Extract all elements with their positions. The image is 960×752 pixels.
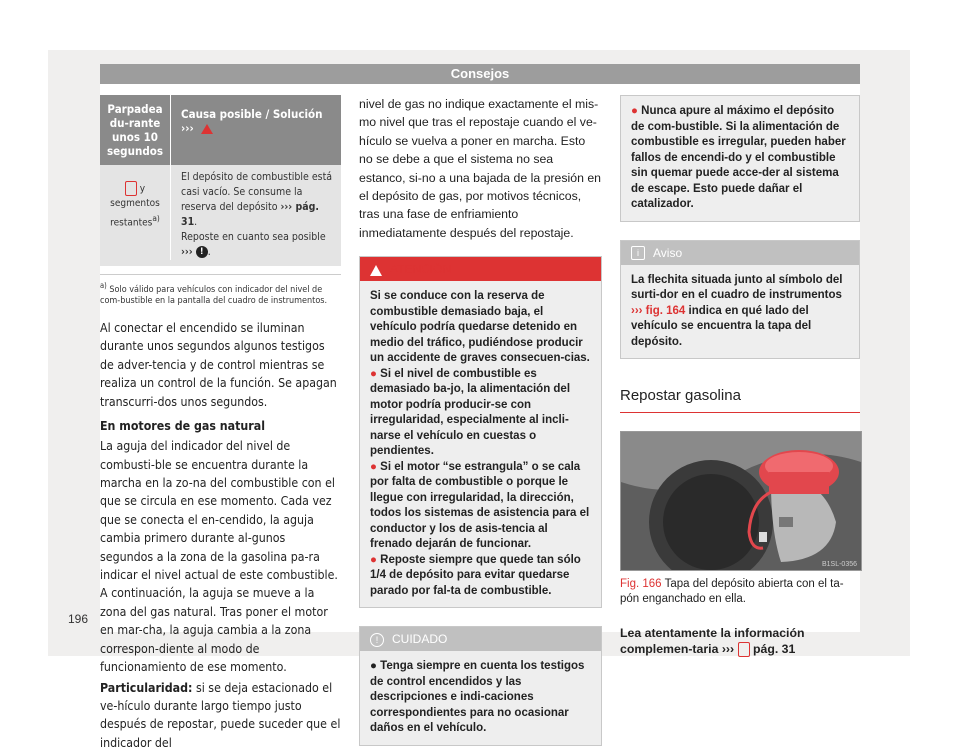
status-table xyxy=(100,95,341,266)
bullet-icon: ● xyxy=(370,553,377,566)
figure-caption-text: Tapa del depósito abierta con el ta-pón enganchado en ella. xyxy=(620,578,844,606)
footnote-marker: a) xyxy=(152,212,160,223)
paragraph-intro: Al conectar el encendido se iluminan durante unos segundos algunos testigos de adver-tencia y de control mientras se realiza un control de la función. Se apagan transcurri-dos unos segundos. xyxy=(100,321,337,409)
cuidado-bullet-1-text: Tenga siempre en cuenta los testigos de control encendidos y las descripciones e indi-caciones correspondientes para no ocasionar daños en el vehículo. xyxy=(370,660,585,735)
warning-continuation-box xyxy=(620,95,860,222)
aviso-header xyxy=(621,241,859,265)
table-header-col2 xyxy=(171,95,341,165)
atencion-bullet-3 xyxy=(370,553,591,600)
particularidad-label: Particularidad: xyxy=(100,680,193,695)
bullet-icon: ● xyxy=(631,105,638,117)
table-cell-col1-text: y segmentos restantes xyxy=(110,183,160,228)
figure-reference-link[interactable]: ››› fig. 164 xyxy=(631,304,686,317)
aviso-box xyxy=(620,240,860,360)
warning-bullet xyxy=(631,104,849,213)
table-cell-period-2: . xyxy=(207,246,211,258)
figure-number: Fig. 166 xyxy=(620,578,662,591)
lead-text: Lea atentamente la información complemen-taria xyxy=(620,626,805,657)
cuidado-body xyxy=(360,651,601,745)
warning-circle-icon: ! xyxy=(196,246,208,258)
atencion-bullet-2 xyxy=(370,460,591,553)
atencion-title: ATENCIÓN xyxy=(390,262,452,277)
page-reference-link[interactable]: ››› pág. 31 xyxy=(181,201,319,228)
atencion-box xyxy=(359,256,602,608)
table-header-col2-label: Causa posible / Solución xyxy=(181,107,323,121)
column-middle xyxy=(359,95,602,746)
bullet-icon: ● xyxy=(370,367,377,380)
footnote-sup: a) xyxy=(100,281,107,290)
table-cell-arrows: ››› xyxy=(181,246,193,258)
subheading-gas: En motores de gas natural xyxy=(100,419,266,434)
info-icon: i xyxy=(631,246,645,260)
warning-bullet-text: Nunca apure al máximo el depósito de com-bustible. Si la alimentación de combustible es irregular, pueden haber fallos de encendi-do y el combustible sin quemar puede acce-der al sistema de escape. Esto puede dañar el catalizador. xyxy=(631,105,846,210)
atencion-bullet-2-text: Si el motor “se estrangula” o se cala por falta de combustible o porque le llegue con irregularidad, la dirección, todos los sistemas de asistencia para el conductor y los de asis-tencia al frenado dejarán de funcionar. xyxy=(370,460,590,551)
section-heading: Repostar gasolina xyxy=(620,387,860,413)
caution-icon: ! xyxy=(370,633,384,647)
table-header-row xyxy=(100,95,341,165)
table-cell-col2-text2: Reposte en cuanto sea posible xyxy=(181,231,326,243)
aviso-text-2: indica en qué lado del vehículo se encuentra la tapa del depósito. xyxy=(631,304,812,348)
paragraph-gas: La aguja del indicador del nivel de combusti-ble se encuentra durante la marcha en la zo-na del combustible con el que se circula en ese momento. Cada vez que se conecta el en-cendido, la aguja cambia primero durante al-gunos segundos a la zona de la gasolina pa-ra indicar el nivel actual de este combustible. A continuación, la aguja se mueve a la zona del gas natural. Tras poner el motor en mar-cha, la aguja cambia a la zona correspon-diente al modo de funcionamiento de ese momento. xyxy=(100,439,338,675)
table-row xyxy=(100,165,341,266)
warning-icon xyxy=(370,265,382,276)
fuel-pump-icon xyxy=(125,181,137,196)
paragraph-continuation: nivel de gas no indique exactamente el mis-mo nivel que tras el repostaje cuando el ve-hículo se vuelva a poner en marcha. Esto no se debe a que el sistema no sea estanco, si-no a una bajada de la presión en el depósito de gas, por motivos técnicos, tras una fase de enfriamiento inmediatamente después del repostaje. xyxy=(359,97,602,240)
atencion-bullet-3-text: Reposte siempre que quede tan sólo 1/4 de depósito para evitar quedarse parado por fal-ta de combustible. xyxy=(370,553,581,597)
atencion-body xyxy=(360,281,601,607)
fuel-cap-illustration xyxy=(621,432,861,570)
lead-paragraph xyxy=(620,625,860,657)
atencion-header xyxy=(360,257,601,281)
aviso-text: La flechita situada junto al símbolo del surti-dor en el cuadro de instrumentos xyxy=(631,273,843,301)
table-cell-col2 xyxy=(171,165,341,260)
footnote-text: Solo válido para vehículos con indicador del nivel de com-bustible en la pantalla del cuadro de instrumentos. xyxy=(100,285,328,306)
bullet-icon: ● xyxy=(370,460,377,473)
fuel-pump-icon xyxy=(738,642,750,657)
figure-code: B1SL-0356 xyxy=(821,561,857,569)
table-cell-col2-text: El depósito de combustible está casi vacío. Se consume la reserva del depósito xyxy=(181,171,333,213)
particularidad-text: si se deja estacionado el ve-hículo durante largo tiempo justo después de repostar, puede suceder que el indicador del xyxy=(100,680,341,750)
page-number: 196 xyxy=(68,612,89,626)
fuel-cap-figure xyxy=(620,431,862,571)
cuidado-bullet-1 xyxy=(370,659,591,737)
cuidado-title: CUIDADO xyxy=(392,632,448,647)
bullet-icon: ● xyxy=(370,660,377,673)
lead-arrows: ››› xyxy=(721,642,735,657)
page-header: Consejos xyxy=(100,64,860,84)
lead-page-link[interactable]: pág. 31 xyxy=(752,642,796,657)
column-left xyxy=(100,95,341,752)
warning-continuation-body xyxy=(621,96,859,221)
atencion-intro: Si se conduce con la reserva de combustible demasiado baja, el vehículo podría quedarse detenido en medio del tráfico, pudiéndose producir un accidente de graves consecuen-cias. xyxy=(370,290,590,365)
paragraph-particularidad xyxy=(100,679,341,752)
atencion-bullet-1-text: Si el nivel de combustible es demasiado ba-jo, la alimentación del motor podría producir-se con irregularidad, especialmente al incli-narse el vehículo en cuestas o pendientes. xyxy=(370,367,571,458)
table-cell-period: . xyxy=(194,216,198,228)
table-footnote xyxy=(100,274,341,307)
cuidado-box xyxy=(359,626,602,746)
aviso-title: Aviso xyxy=(653,245,683,260)
cuidado-header xyxy=(360,627,601,651)
table-header-col1: Parpadea du-rante unos 10 segundos xyxy=(100,95,171,165)
column-right xyxy=(620,95,860,657)
table-header-arrows: ››› xyxy=(181,121,194,135)
aviso-body xyxy=(621,265,859,359)
figure-caption xyxy=(620,577,860,607)
atencion-bullet-1 xyxy=(370,367,591,460)
warning-triangle-icon xyxy=(201,124,213,134)
table-cell-col1 xyxy=(100,165,171,260)
